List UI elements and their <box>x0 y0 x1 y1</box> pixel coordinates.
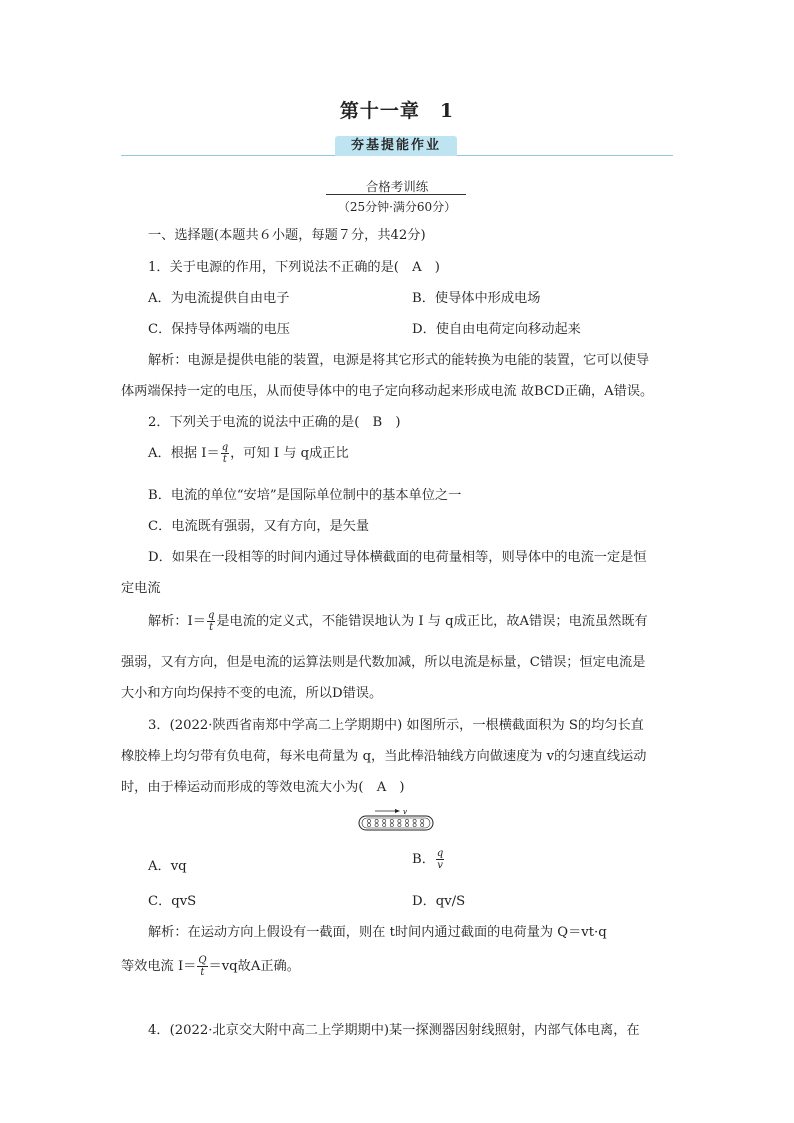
q2-explanation-suffix: 是电流的定义式，不能错误地认为 I 与 q成正比，故A错误；电流虽然既有 <box>216 614 648 629</box>
q2-stem: 2．下列关于电流的说法中正确的是( B ) <box>148 415 401 430</box>
charge-circle <box>383 819 386 822</box>
negative-charges <box>367 819 423 826</box>
subtitle-rule <box>326 194 466 195</box>
q2-explanation-3: 大小和方向均保持不变的电流，所以D错误。 <box>121 686 383 701</box>
q3-option-c: C．qvS <box>148 894 197 909</box>
q3-option-b <box>412 848 445 871</box>
charge-circle <box>390 823 393 826</box>
charge-circle <box>398 819 401 822</box>
fraction-numerator: Q <box>198 955 207 966</box>
q2-explanation-2: 强弱，又有方向，但是电流的运算法则是代数加减，所以电流是标量，C错误；恒定电流是 <box>121 655 646 670</box>
time-score: （25分钟·满分60分） <box>337 200 457 214</box>
charge-circle <box>375 823 378 826</box>
q1-option-a: A．为电流提供自由电子 <box>148 291 290 306</box>
q2-option-a <box>148 442 349 465</box>
q1-option-d: D．使自由电荷定向移动起来 <box>412 322 581 337</box>
fraction-denominator: t <box>222 454 227 465</box>
charge-circle <box>367 823 370 826</box>
fraction-denominator: t <box>209 622 214 633</box>
velocity-label: v <box>403 808 407 816</box>
q3-option-d: D．qv/S <box>412 894 466 909</box>
q3-option-b-prefix: B． <box>412 852 435 867</box>
section-heading: 一、选择题(本题共６小题，每题７分，共42分) <box>148 228 426 243</box>
q3-explanation-1: 解析：在运动方向上假设有一截面，则在 t时间内通过截面的电荷量为 Q＝vt·q <box>148 925 607 940</box>
q2-option-c: C．电流既有强弱，又有方向，是矢量 <box>148 519 370 534</box>
q1-option-b: B．使导体中形成电场 <box>412 291 541 306</box>
rod-inner <box>362 818 430 828</box>
charge-circle <box>413 823 416 826</box>
fraction-q-over-t <box>207 610 215 633</box>
fraction-numerator: q <box>436 848 444 859</box>
charge-circle <box>375 819 378 822</box>
fraction-Q-over-t <box>197 955 207 978</box>
q1-explanation-2: 体两端保持一定的电压，从而使导体中的电子定向移动起来形成电流 故BCD正确，A错误。 <box>121 384 654 399</box>
q2-explanation-1 <box>148 610 648 633</box>
fraction-q-over-t <box>221 442 229 465</box>
q2-option-a-prefix: A．根据 I＝ <box>148 446 220 461</box>
arrow-head <box>395 809 400 813</box>
fraction-denominator: v <box>437 860 443 871</box>
charge-circle <box>398 823 401 826</box>
charge-circle <box>383 823 386 826</box>
charge-circle <box>405 823 408 826</box>
fraction-numerator: q <box>221 442 229 453</box>
q3-stem-1: 3．(2022·陕西省南郑中学高二上学期期中) 如图所示，一根横截面积为 S的均匀长直 <box>148 718 644 733</box>
q3-stem-2: 橡胶棒上均匀带有负电荷，每米电荷量为 q，当此棒沿轴线方向做速度为 v的匀速直线运动 <box>121 749 647 764</box>
fraction-denominator: t <box>200 967 205 978</box>
q2-option-b: B．电流的单位“安培”是国际单位制中的基本单位之一 <box>148 488 462 503</box>
q1-option-c: C．保持导体两端的电压 <box>148 322 290 337</box>
charge-circle <box>367 819 370 822</box>
q3-stem-3: 时，由于棒运动而形成的等效电流大小为( A ) <box>121 780 405 795</box>
charge-circle <box>421 823 424 826</box>
fraction-q-over-v <box>436 848 444 871</box>
q3-explanation-suffix: ＝vq故A正确。 <box>208 959 300 974</box>
banner-label: 夯基提能作业 <box>335 136 457 156</box>
q2-option-d-1: D．如果在一段相等的时间内通过导体横截面的电荷量相等，则导体中的电流一定是恒 <box>148 550 647 565</box>
q4-stem-1: 4．(2022·北京交大附中高二上学期期中)某一探测器因射线照射，内部气体电离，在 <box>148 1023 640 1038</box>
q3-explanation-prefix: 等效电流 I＝ <box>121 959 197 974</box>
charge-circle <box>421 819 424 822</box>
charge-circle <box>390 819 393 822</box>
chapter-title: 第十一章 1 <box>339 100 455 122</box>
q2-option-d-2: 定电流 <box>121 581 161 596</box>
q1-stem: 1．关于电源的作用，下列说法不正确的是( A ) <box>148 260 440 275</box>
charge-circle <box>405 819 408 822</box>
q3-explanation-2 <box>121 955 300 978</box>
charged-rod-figure <box>357 808 437 832</box>
q2-option-a-suffix: ，可知 I 与 q成正比 <box>230 446 349 461</box>
q2-explanation-prefix: 解析：I＝ <box>148 614 206 629</box>
subtitle: 合格考训练 <box>365 179 429 194</box>
q3-option-a: A．vq <box>148 859 187 874</box>
fraction-numerator: q <box>207 610 215 621</box>
charge-circle <box>413 819 416 822</box>
q1-explanation-1: 解析：电源是提供电能的装置，电源是将其它形式的能转换为电能的装置，它可以使导 <box>148 353 650 368</box>
